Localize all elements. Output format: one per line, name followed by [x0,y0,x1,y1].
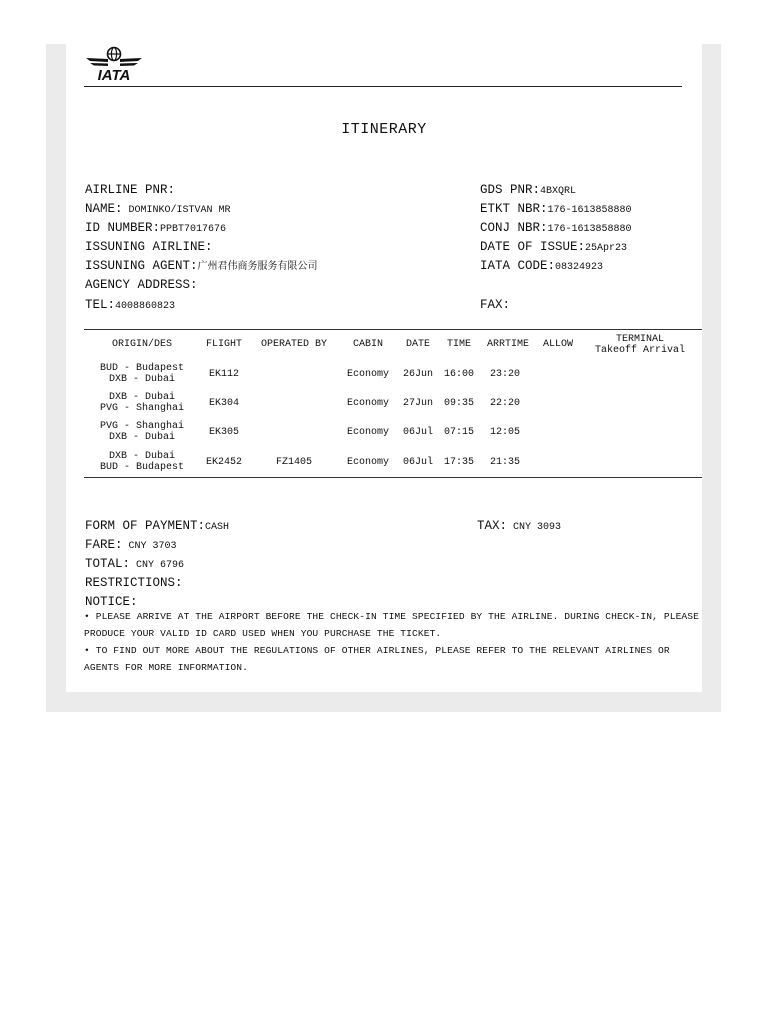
row-3-flight: EK305 [208,427,239,438]
header-divider [84,86,682,87]
row-2-flight: EK304 [208,398,239,409]
table-top-rule [84,329,702,330]
date-of-issue-value: 25Apr23 [585,243,628,254]
header-allow: ALLOW [542,339,573,350]
row-4-dest: BUD - Budapest [99,462,184,473]
total-label: TOTAL: [85,557,131,571]
tel-field [85,295,175,313]
name-field [85,199,231,217]
globe-wings-icon [84,46,144,82]
iata-code-value: 08324923 [555,262,604,273]
total-value: CNY 6796 [130,560,185,571]
row-4-time: 17:35 [443,457,474,468]
name-value: DOMINKO/ISTVAN MR [122,205,231,216]
row-4-origin: DXB - Dubai [108,451,175,462]
tax-label: TAX: [477,519,508,533]
restrictions-label: RESTRICTIONS: [85,576,183,590]
issuing-agent-label: ISSUNING AGENT: [85,259,198,273]
row-1-flight: EK112 [208,369,239,380]
issuing-airline-field [85,237,213,255]
row-4-date: 06Jul [402,457,433,468]
header-arrtime: ARRTIME [486,339,529,350]
fax-field [480,295,510,313]
header-origin: ORIGIN/DES [111,339,172,350]
form-of-payment-label: FORM OF PAYMENT: [85,519,206,533]
conj-nbr-field [480,218,632,236]
restrictions-field [85,573,183,591]
row-3-time: 07:15 [443,427,474,438]
issuing-airline-label: ISSUNING AIRLINE: [85,240,213,254]
total-field [85,554,184,572]
row-3-cabin: Economy [346,427,389,438]
notice-item-2: • TO FIND OUT MORE ABOUT THE REGULATIONS OF OTHER AIRLINES, PLEASE REFER TO THE RELEVANT AIRLINES OR AGENTS FOR MORE INFORMATION. [84,645,670,673]
row-4-cabin: Economy [346,457,389,468]
tel-label: TEL: [85,298,116,312]
notice-label: NOTICE: [85,595,138,609]
row-3-date: 06Jul [402,427,433,438]
fax-label: FAX: [480,298,511,312]
row-2-arrtime: 22:20 [489,398,520,409]
row-4-arrtime: 21:35 [489,457,520,468]
id-number-label: ID NUMBER: [85,221,161,235]
header-terminal: TERMINAL [615,334,664,345]
header-operated-by: OPERATED BY [260,339,327,350]
row-3-origin: PVG - Shanghai [99,421,184,432]
row-2-origin: DXB - Dubai [108,392,175,403]
tax-field [477,516,561,534]
form-of-payment-value: CASH [205,522,230,533]
row-4-flight: EK2452 [205,457,242,468]
date-of-issue-label: DATE OF ISSUE: [480,240,586,254]
row-1-time: 16:00 [443,369,474,380]
notice-text [84,608,700,676]
row-1-arrtime: 23:20 [489,369,520,380]
row-2-time: 09:35 [443,398,474,409]
fare-label: FARE: [85,538,123,552]
gds-pnr-value: 4BXQRL [540,186,577,197]
row-1-cabin: Economy [346,369,389,380]
etkt-nbr-value: 176-1613858880 [547,205,632,216]
header-flight: FLIGHT [205,339,242,350]
row-4-operated-by: FZ1405 [275,457,312,468]
row-1-origin: BUD - Budapest [99,363,184,374]
row-2-cabin: Economy [346,398,389,409]
gds-pnr-field [480,180,576,198]
iata-logo [84,46,144,82]
fare-field [85,535,177,553]
header-time: TIME [446,339,471,350]
name-label: NAME: [85,202,123,216]
agency-address-field [85,275,198,293]
conj-nbr-value: 176-1613858880 [547,224,632,235]
header-terminal-sub: Takeoff Arrival [594,345,685,356]
tel-value: 4008860823 [115,301,176,312]
iata-code-label: IATA CODE: [480,259,556,273]
header-cabin: CABIN [352,339,383,350]
etkt-nbr-label: ETKT NBR: [480,202,548,216]
gds-pnr-label: GDS PNR: [480,183,541,197]
fare-value: CNY 3703 [122,541,177,552]
conj-nbr-label: CONJ NBR: [480,221,548,235]
id-number-value: PPBT7017676 [160,224,227,235]
row-2-dest: PVG - Shanghai [99,403,184,414]
id-number-field [85,218,226,236]
issuing-agent-value: 广州君伟商务服务有限公司 [197,261,318,272]
airline-pnr-label: AIRLINE PNR: [85,183,176,197]
iata-code-field [480,256,603,274]
header-date: DATE [405,339,430,350]
row-3-arrtime: 12:05 [489,427,520,438]
row-2-date: 27Jun [402,398,433,409]
date-of-issue-field [480,237,627,255]
airline-pnr-field [85,180,175,198]
iata-logo-text: IATA [97,67,131,82]
page-title: ITINERARY [341,121,427,138]
notice-item-1: • PLEASE ARRIVE AT THE AIRPORT BEFORE THE CHECK-IN TIME SPECIFIED BY THE AIRLINE. DURING CHECK-IN, PLEASE PRODUCE YOUR VALID ID CARD USED WHEN YOU PURCHASE THE TICKET. [84,611,700,639]
row-1-dest: DXB - Dubai [108,374,175,385]
table-bottom-rule [84,477,702,478]
row-1-date: 26Jun [402,369,433,380]
row-3-dest: DXB - Dubai [108,432,175,443]
tax-value: CNY 3093 [507,522,562,533]
agency-address-label: AGENCY ADDRESS: [85,278,198,292]
issuing-agent-field [85,256,318,274]
etkt-nbr-field [480,199,632,217]
form-of-payment-field [85,516,229,534]
